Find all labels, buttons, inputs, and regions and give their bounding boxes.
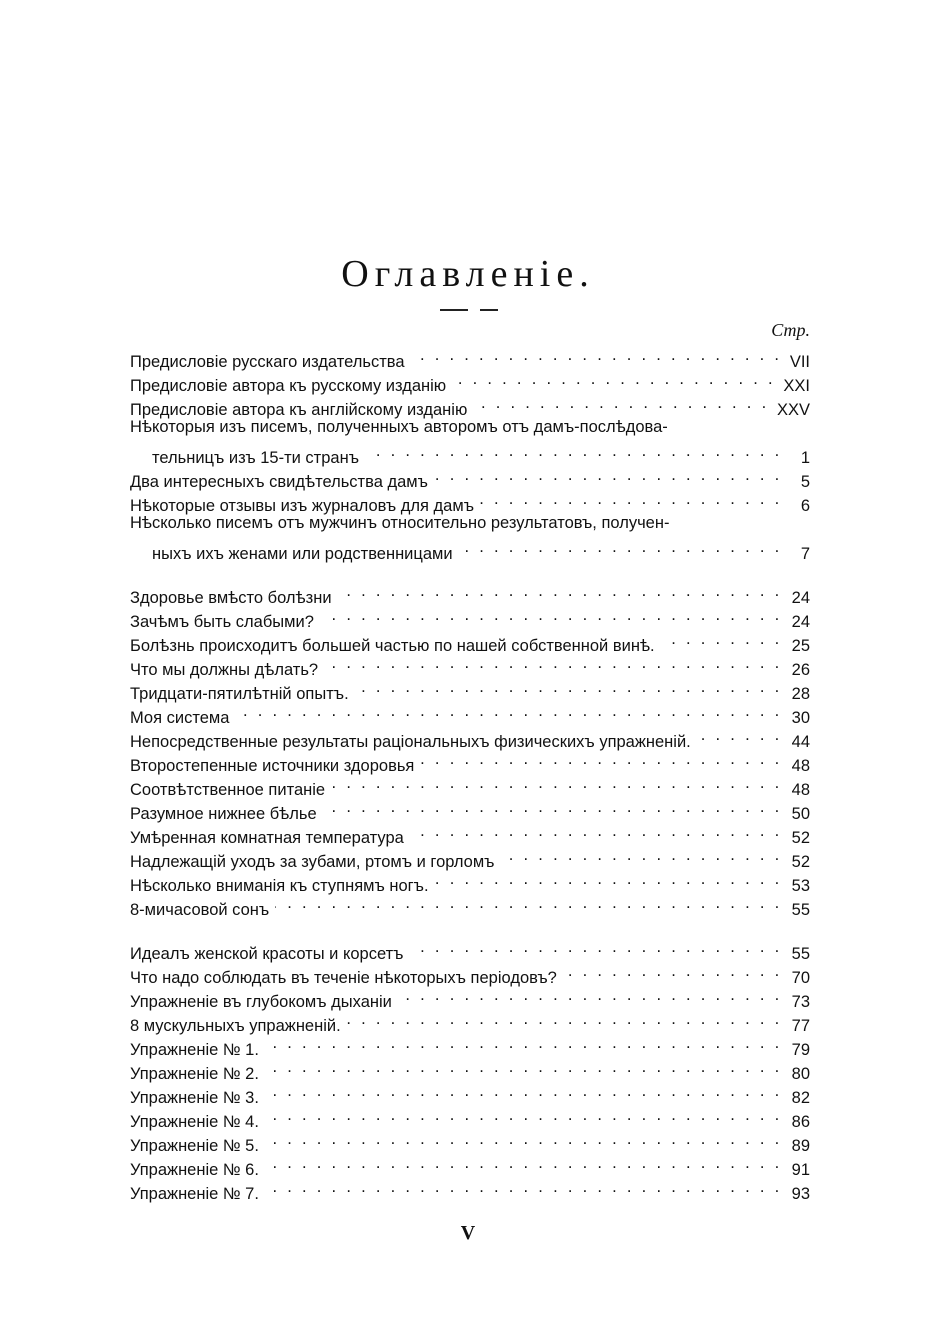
toc-entry: [130, 843, 810, 871]
toc-entry-label: Предисловіе русскаго издательства: [130, 353, 405, 371]
dot-leader: [265, 1175, 782, 1199]
toc-entry-page: 5: [800, 473, 810, 491]
toc-entry-label: Нѣсколько вниманія къ ступнямъ ногъ.: [130, 877, 429, 895]
dot-leader: [435, 867, 782, 891]
toc-entry-label: Упражненіе № 3.: [130, 1089, 259, 1107]
dot-leader: [697, 723, 782, 747]
toc-entry-label: Упражненіе № 4.: [130, 1113, 259, 1131]
title-rule: [440, 309, 500, 311]
toc-entry: [130, 579, 810, 607]
dot-leader: [459, 535, 782, 559]
toc-entry: [130, 983, 810, 1011]
dot-leader: [265, 1127, 782, 1151]
toc-entry-page: 48: [791, 757, 810, 775]
toc-entry: [130, 1007, 810, 1035]
toc-entry-page: 91: [791, 1161, 810, 1179]
toc-entry-label: Упражненіе № 5.: [130, 1137, 259, 1155]
toc-entry-page: 24: [791, 613, 810, 631]
toc-entry-page: 52: [791, 829, 810, 847]
toc-entry-label: Упражненіе въ глубокомъ дыханіи: [130, 993, 392, 1011]
toc-entry-page: 89: [791, 1137, 810, 1155]
toc-entry-page: 30: [791, 709, 810, 727]
page-number-footer: V: [460, 1222, 476, 1244]
toc-entry: [130, 1031, 810, 1059]
toc-entry-page: 25: [791, 637, 810, 655]
dot-leader: [275, 891, 782, 915]
toc-entry-label: Разумное нижнее бѣлье: [130, 805, 317, 823]
dot-leader: [501, 843, 783, 867]
dot-leader: [324, 651, 782, 675]
toc-entry-page: 44: [791, 733, 810, 751]
dot-leader: [473, 391, 769, 415]
toc-entry-label: 8-мичасовой сонъ: [130, 901, 270, 919]
toc-entry-label: Идеалъ женской красоты и корсетъ: [130, 945, 404, 963]
toc-entry-page: 50: [791, 805, 810, 823]
dot-leader: [434, 463, 782, 487]
toc-entry-label: Непосредственные результаты раціональныхъ физическихъ упражненій.: [130, 733, 691, 751]
toc-entry-page: 70: [791, 969, 810, 987]
dot-leader: [265, 1031, 782, 1055]
toc-entry-label: Нѣкоторые отзывы изъ журналовъ для дамъ: [130, 497, 475, 515]
dot-leader: [563, 959, 782, 983]
toc-entry-label: Зачѣмъ быть слабыми?: [130, 613, 314, 631]
toc-entry: [130, 1127, 810, 1155]
toc-entry: [130, 699, 810, 727]
toc-entry-page: VII: [789, 353, 810, 371]
toc-entry: [130, 1055, 810, 1083]
dot-leader: [410, 819, 782, 843]
toc-entry: [130, 1079, 810, 1107]
table-of-contents: [130, 343, 810, 1203]
dot-leader: [235, 699, 782, 723]
toc-entry-page: 73: [791, 993, 810, 1011]
toc-entry-page: 55: [791, 945, 810, 963]
toc-entry-label: Соотвѣтственное питаніе: [130, 781, 326, 799]
toc-entry-label: Два интересныхъ свидѣтельства дамъ: [130, 473, 428, 491]
toc-entry-label: Что надо соблюдать въ теченіе нѣкоторыхъ періодовъ?: [130, 969, 557, 987]
toc-entry-label: Нѣкоторыя изъ писемъ, полученныхъ авторомъ отъ дамъ-послѣдова-: [130, 418, 668, 436]
dot-leader: [452, 367, 775, 391]
toc-entry-page: 26: [791, 661, 810, 679]
dot-leader: [265, 1151, 782, 1175]
toc-entry-page: 55: [791, 901, 810, 919]
toc-entry-label: Второстепенные источники здоровья: [130, 757, 415, 775]
page-column-header: Стр.: [771, 320, 810, 340]
toc-entry-continuation: тельницъ изъ 15-ти странъ: [152, 449, 360, 467]
dot-leader: [265, 1103, 782, 1127]
dot-leader: [320, 603, 782, 627]
toc-entry-page: XXV: [776, 401, 810, 419]
toc-entry-label: Предисловіе автора къ англійскому изданію: [130, 401, 468, 419]
toc-entry-page: 93: [791, 1185, 810, 1203]
toc-entry-label: Умѣренная комнатная температура: [130, 829, 404, 847]
dot-leader: [355, 675, 782, 699]
toc-entry-continuation: ныхъ ихъ женами или родственницами: [152, 545, 453, 563]
toc-entry: [130, 367, 810, 395]
toc-entry-label: Тридцати-пятилѣтній опытъ.: [130, 685, 349, 703]
toc-entry-label: Упражненіе № 7.: [130, 1185, 259, 1203]
toc-entry-label: Упражненіе № 6.: [130, 1161, 259, 1179]
toc-entry: [130, 1103, 810, 1131]
toc-entry: [130, 747, 810, 775]
toc-entry: [130, 891, 810, 919]
toc-entry-line: [130, 415, 810, 439]
toc-entry: [130, 819, 810, 847]
toc-entry-label: Надлежащій уходъ за зубами, ртомъ и горломъ: [130, 853, 495, 871]
toc-entry: [130, 771, 810, 799]
toc-entry: [130, 487, 810, 515]
toc-entry-page: 6: [800, 497, 810, 515]
dot-leader: [398, 983, 782, 1007]
toc-entry-page: 77: [791, 1017, 810, 1035]
toc-entry: [130, 603, 810, 631]
dot-leader: [323, 795, 782, 819]
toc-entry: [130, 391, 810, 419]
toc-entry-page: 28: [791, 685, 810, 703]
dot-leader: [661, 627, 782, 651]
toc-entry-label: Предисловіе автора къ русскому изданію: [130, 377, 447, 395]
toc-entry: [130, 935, 810, 963]
toc-entry-line: [130, 511, 810, 535]
toc-entry: [130, 627, 810, 655]
toc-entry-page: 1: [800, 449, 810, 467]
toc-entry-label: Моя система: [130, 709, 230, 727]
toc-entry: [130, 1151, 810, 1179]
toc-entry: [130, 1175, 810, 1203]
toc-entry-label: Упражненіе № 1.: [130, 1041, 259, 1059]
toc-entry: [130, 343, 810, 371]
dot-leader: [265, 1079, 782, 1103]
toc-entry: [130, 463, 810, 491]
toc-entry-page: 24: [791, 589, 810, 607]
toc-entry-page: 53: [791, 877, 810, 895]
toc-entry-label: Здоровье вмѣсто болѣзни: [130, 589, 332, 607]
toc-entry: [130, 651, 810, 679]
dot-leader: [365, 439, 782, 463]
toc-entry: [130, 959, 810, 987]
toc-entry-label: Что мы должны дѣлать?: [130, 661, 319, 679]
toc-entry: [130, 675, 810, 703]
dot-leader: [420, 747, 782, 771]
dot-leader: [411, 343, 782, 367]
toc-entry-page: XXI: [783, 377, 810, 395]
toc-entry-page: 48: [791, 781, 810, 799]
dot-leader: [338, 579, 782, 603]
toc-entry: [130, 723, 810, 751]
dot-leader: [331, 771, 782, 795]
toc-entry-page: 52: [791, 853, 810, 871]
dot-leader: [480, 487, 782, 511]
dot-leader: [347, 1007, 782, 1031]
dot-leader: [265, 1055, 782, 1079]
toc-entry-label: Нѣсколько писемъ отъ мужчинъ относительно результатовъ, получен-: [130, 514, 670, 532]
toc-entry-page: 86: [791, 1113, 810, 1131]
toc-entry-label: 8 мускульныхъ упражненій.: [130, 1017, 341, 1035]
toc-entry-label: Болѣзнь происходитъ большей частью по нашей собственной винѣ.: [130, 637, 655, 655]
toc-entry-page: 79: [791, 1041, 810, 1059]
toc-entry: [130, 795, 810, 823]
toc-entry: [130, 867, 810, 895]
dot-leader: [409, 935, 782, 959]
toc-entry: [130, 439, 810, 467]
toc-entry-page: 7: [800, 545, 810, 563]
toc-entry: [130, 535, 810, 563]
page-title: Оглавленіе.: [341, 253, 595, 295]
toc-entry-label: Упражненіе № 2.: [130, 1065, 259, 1083]
toc-entry-page: 82: [791, 1089, 810, 1107]
toc-entry-page: 80: [791, 1065, 810, 1083]
